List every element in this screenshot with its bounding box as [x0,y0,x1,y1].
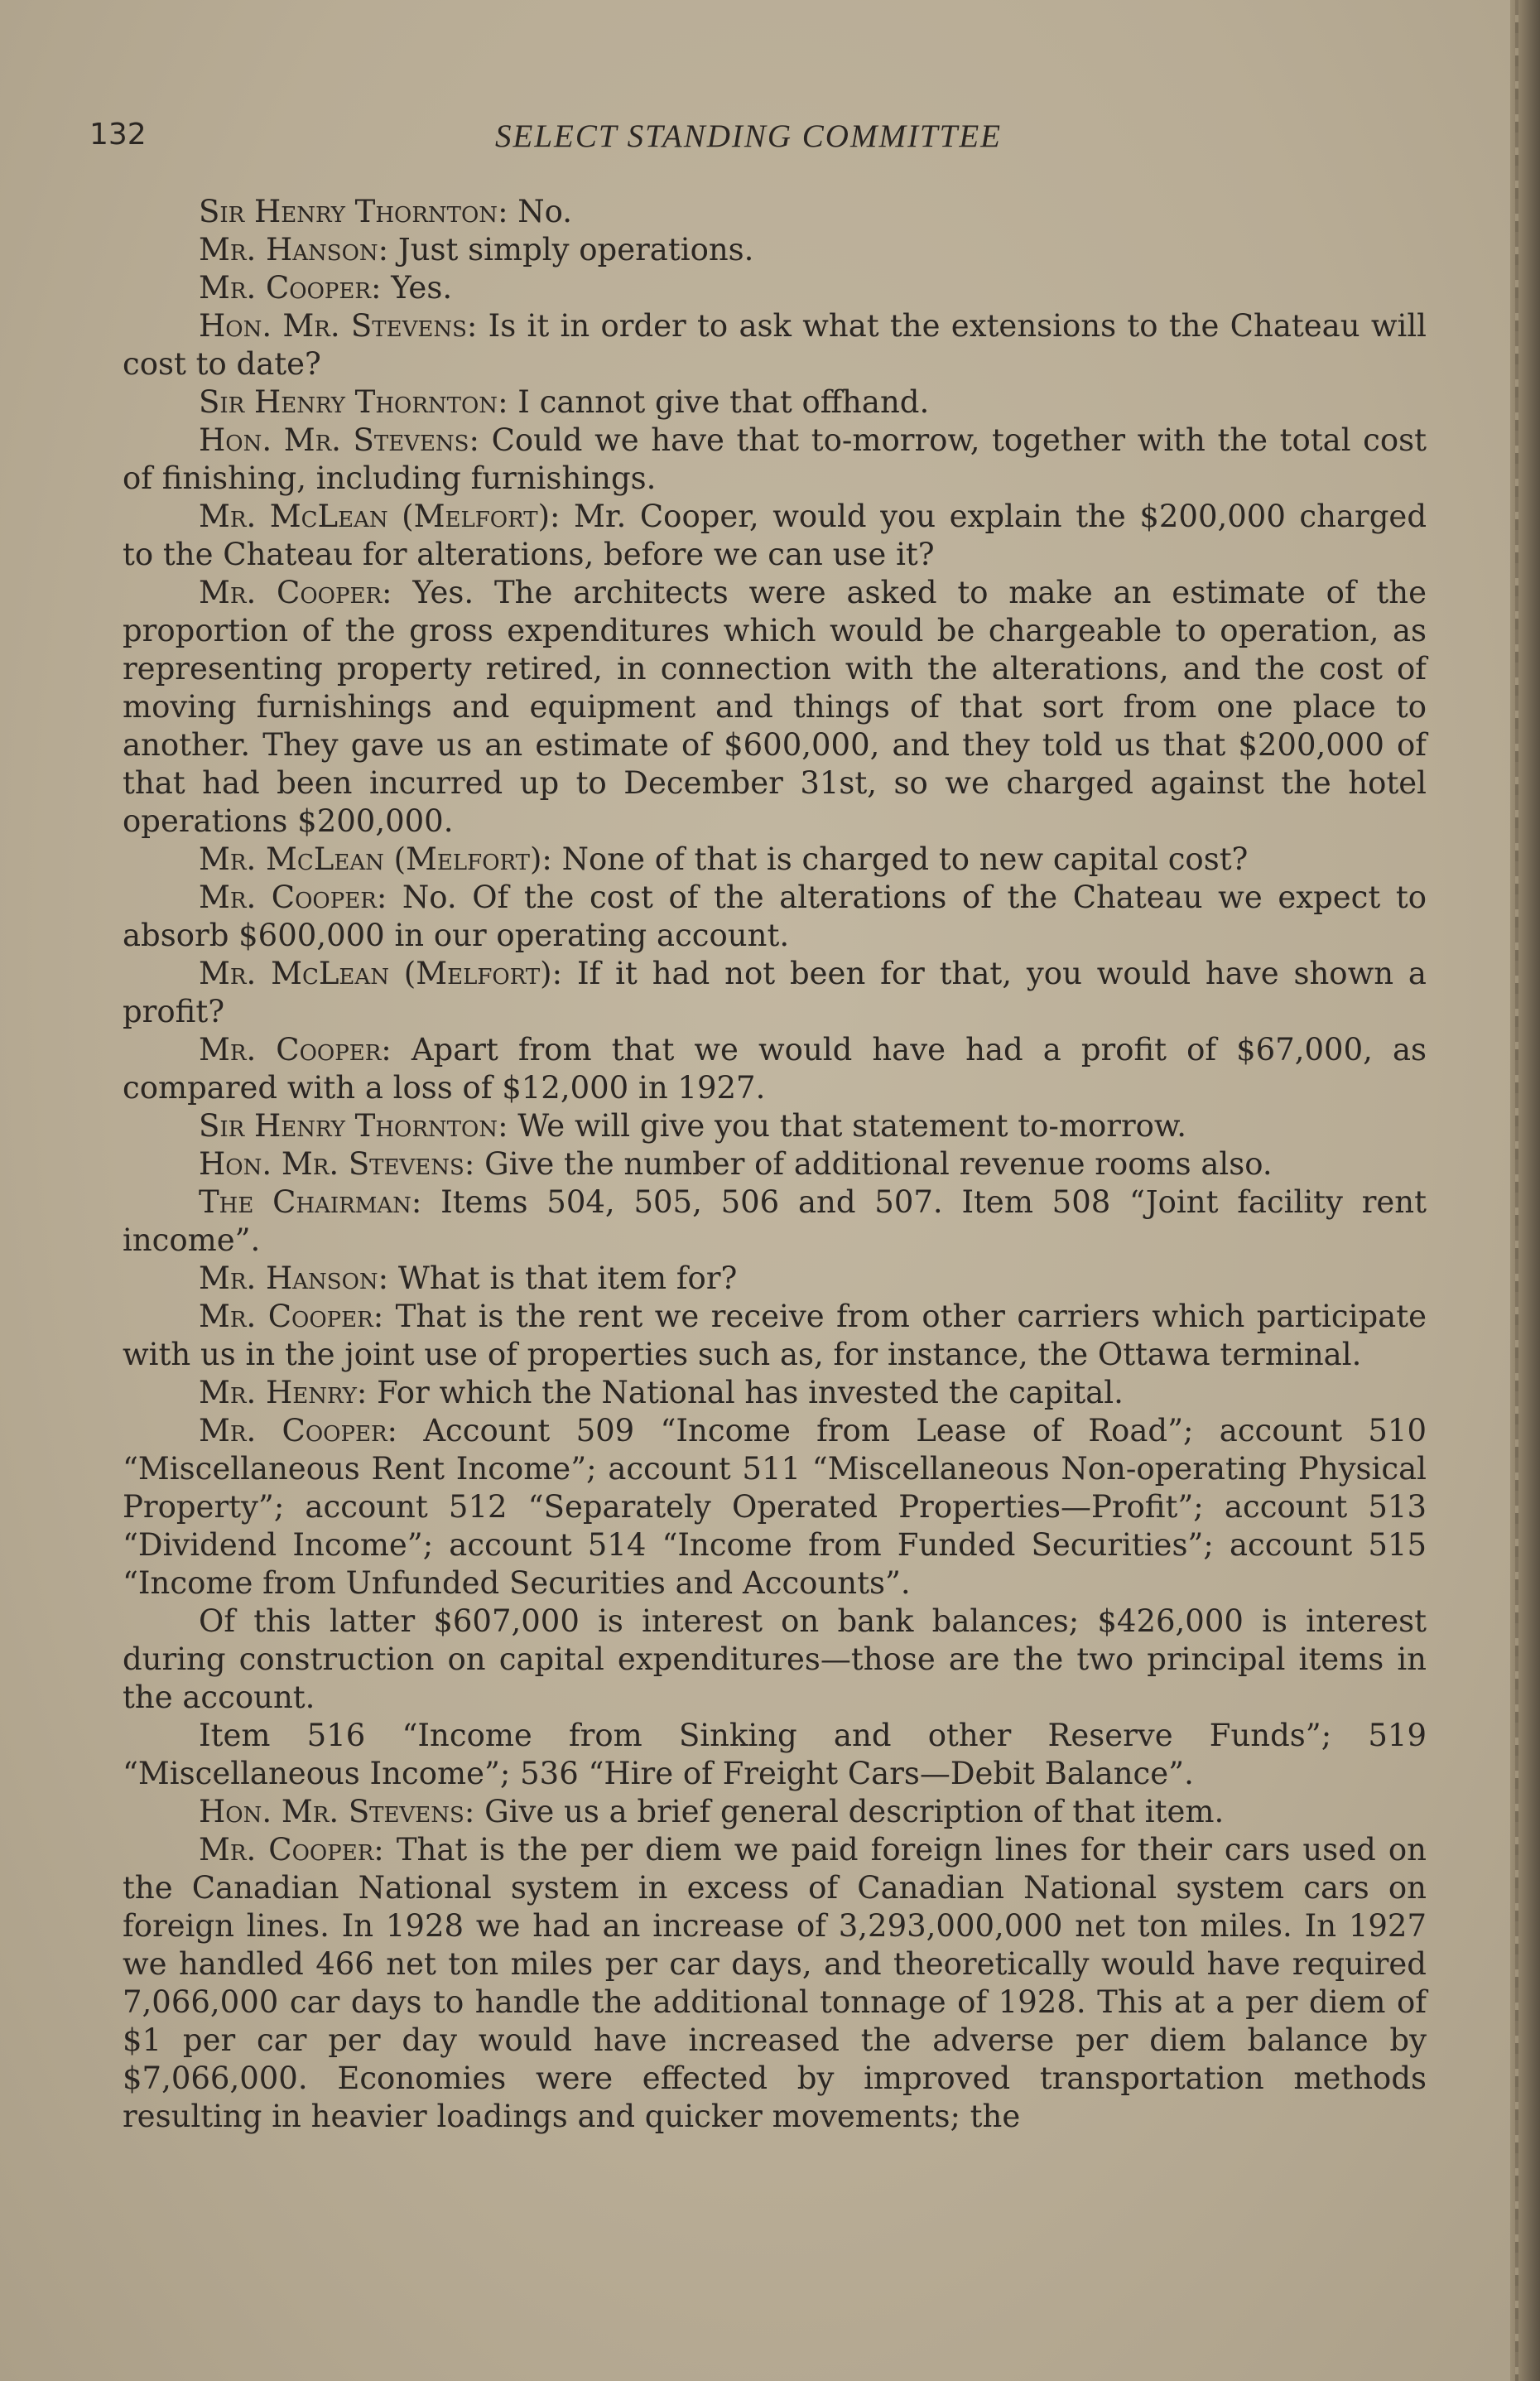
speech: None of that is charged to new capital cost? [561,841,1249,877]
speech: Account 509 “Income from Lease of Road”; account 510 “Miscellaneous Rent Income”; account 511 “Miscellaneous Non-operating Physical Property”; account 512 “Separately Operated Properties—Profit”; account 513 “Dividend Income”; account 514 “Income from Funded Securities”; account 515 “Income from Unfunded Securities and Accounts”. [123,1413,1427,1601]
page-header [89,118,1427,167]
paragraph: Mr. Cooper: No. Of the cost of the alterations of the Chateau we expect to absorb $600,000 in our operating account. [123,880,1427,953]
speaker: Mr. Hanson [199,232,378,268]
speech: Give the number of additional revenue rooms also. [484,1146,1273,1182]
paragraph: Mr. Hanson: Just simply operations. [199,232,754,268]
page-number: 132 [89,118,147,152]
paragraph: Hon. Mr. Stevens: Could we have that to-morrow, together with the total cost of finishing, including furnishings. [123,422,1427,496]
speaker: Mr. Cooper [199,270,371,306]
speech: Give us a brief general description of that item. [484,1794,1225,1829]
speaker: Hon. Mr. Stevens [199,1146,464,1182]
speech: Of this latter $607,000 is interest on bank balances; $426,000 is interest during construction on capital expenditures—those are the two principal items in the account. [123,1603,1427,1715]
body-text [123,193,1427,2136]
speech: For which the National has invested the capital. [377,1375,1124,1410]
paragraph: Mr. Henry: For which the National has invested the capital. [199,1375,1124,1410]
paragraph: Mr. Cooper: That is the per diem we paid foreign lines for their cars used on the Canadian National system in excess of Canadian National system cars on foreign lines. In 1928 we had an increase of 3,293,000,000 net ton miles. In 1927 we handled 466 net ton miles per car days, and theoretically would have required 7,066,000 car days to handle the additional tonnage of 1928. This at a per diem of $1 per car per day would have increased the adverse per diem balance by $7,066,000. Economies were effected by improved transportation methods resulting in heavier loadings and quicker movements; the [123,1832,1427,2134]
speech: Just simply operations. [397,232,754,268]
speaker: Mr. Henry [199,1375,357,1410]
speaker: Mr. McLean (Melfort) [199,499,550,534]
speech: Is it in order to ask what the extensions to the Chateau will cost to date? [123,308,1427,382]
page-edge [1510,0,1540,2381]
speech: No. Of the cost of the alterations of the Chateau we expect to absorb $600,000 in our operating account. [123,880,1427,953]
speech: Yes. The architects were asked to make an estimate of the proportion of the gross expenditures which would be chargeable to operation, as representing property retired, in connection with the alterations, and the cost of moving furnishings and equipment and things of that sort from one place to another. They gave us an estimate of $600,000, and they told us that $200,000 of that had been incurred up to December 31st, so we charged against the hotel operations $200,000. [123,575,1427,839]
speaker: Mr. Cooper [199,1299,373,1334]
paragraph: Sir Henry Thornton: I cannot give that offhand. [199,384,930,420]
speech: Mr. Cooper, would you explain the $200,000 charged to the Chateau for alterations, before we can use it? [123,499,1427,572]
speaker: Mr. Hanson [199,1260,378,1296]
speech: Yes. [391,270,453,306]
paragraph: Hon. Mr. Stevens: Give the number of additional revenue rooms also. [199,1146,1273,1182]
speech: Could we have that to-morrow, together with the total cost of finishing, including furnishings. [123,422,1427,496]
speaker: Mr. Cooper [199,880,377,915]
paragraph: The Chairman: Items 504, 505, 506 and 507. Item 508 “Joint facility rent income”. [123,1184,1427,1258]
paragraph: Mr. Hanson: What is that item for? [199,1260,738,1296]
paragraph: Sir Henry Thornton: We will give you that statement to-morrow. [199,1108,1186,1144]
speaker: Mr. Cooper [199,1413,387,1448]
speaker: Sir Henry Thornton [199,384,498,420]
paragraph: Mr. Cooper: Yes. The architects were asked to make an estimate of the proportion of the gross expenditures which would be chargeable to operation, as representing property retired, in connection with the alterations, and the cost of moving furnishings and equipment and things of that sort from one place to another. They gave us an estimate of $600,000, and they told us that $200,000 of that had been incurred up to December 31st, so we charged against the hotel operations $200,000. [123,575,1427,839]
speech: I cannot give that offhand. [517,384,930,420]
paragraph: Mr. Cooper: Apart from that we would have had a profit of $67,000, as compared with a loss of $12,000 in 1927. [123,1032,1427,1106]
speaker: Sir Henry Thornton [199,1108,498,1144]
paragraph: Mr. Cooper: Account 509 “Income from Lease of Road”; account 510 “Miscellaneous Rent Income”; account 511 “Miscellaneous Non-operating Physical Property”; account 512 “Separately Operated Properties—Profit”; account 513 “Dividend Income”; account 514 “Income from Funded Securities”; account 515 “Income from Unfunded Securities and Accounts”. [123,1413,1427,1601]
speaker: Mr. Cooper [199,575,383,610]
speech: No. [517,194,573,229]
speech: Items 504, 505, 506 and 507. Item 508 “Joint facility rent income”. [123,1184,1427,1258]
speech: That is the rent we receive from other carriers which participate with us in the joint use of properties such as, for instance, the Ottawa terminal. [123,1299,1427,1372]
speaker: Hon. Mr. Stevens [199,1794,464,1829]
speech: Item 516 “Income from Sinking and other Reserve Funds”; 519 “Miscellaneous Income”; 536 “Hire of Freight Cars—Debit Balance”. [123,1718,1427,1791]
speech: That is the per diem we paid foreign lines for their cars used on the Canadian National system in excess of Canadian National system cars on foreign lines. In 1928 we had an increase of 3,293,000,000 net ton miles. In 1927 we handled 466 net ton miles per car days, and theoretically would have required 7,066,000 car days to handle the additional tonnage of 1928. This at a per diem of $1 per car per day would have increased the adverse per diem balance by $7,066,000. Economies were effected by improved transportation methods resulting in heavier loadings and quicker movements; the [123,1832,1427,2134]
paragraph [123,1717,1427,1793]
speaker: Hon. Mr. Stevens [199,308,467,344]
paragraph: Hon. Mr. Stevens: Give us a brief general description of that item. [199,1794,1225,1829]
speaker: Sir Henry Thornton [199,194,498,229]
paragraph: Mr. McLean (Melfort): None of that is charged to new capital cost? [199,841,1249,877]
speaker: Hon. Mr. Stevens [199,422,469,458]
paragraph [123,1603,1427,1717]
paragraph: Hon. Mr. Stevens: Is it in order to ask what the extensions to the Chateau will cost to date? [123,308,1427,382]
speaker: Mr. Cooper [199,1832,374,1868]
speech: Apart from that we would have had a profit of $67,000, as compared with a loss of $12,000 in 1927. [123,1032,1427,1106]
paragraph: Sir Henry Thornton: No. [199,194,573,229]
speech: If it had not been for that, you would have shown a profit? [123,956,1427,1029]
paragraph: Mr. McLean (Melfort): Mr. Cooper, would you explain the $200,000 charged to the Chateau for alterations, before we can use it? [123,499,1427,572]
speaker: Mr. McLean (Melfort) [199,956,552,991]
speaker: Mr. McLean (Melfort) [199,841,542,877]
speech: We will give you that statement to-morrow. [517,1108,1186,1144]
speaker: Mr. Cooper [199,1032,382,1068]
paragraph: Mr. Cooper: That is the rent we receive from other carriers which participate with us in the joint use of properties such as, for instance, the Ottawa terminal. [123,1299,1427,1372]
speech: What is that item for? [397,1260,738,1296]
paragraph: Mr. McLean (Melfort): If it had not been for that, you would have shown a profit? [123,956,1427,1029]
running-head: SELECT STANDING COMMITTEE [495,118,1002,154]
speaker: The Chairman [199,1184,411,1220]
paragraph: Mr. Cooper: Yes. [199,270,453,306]
